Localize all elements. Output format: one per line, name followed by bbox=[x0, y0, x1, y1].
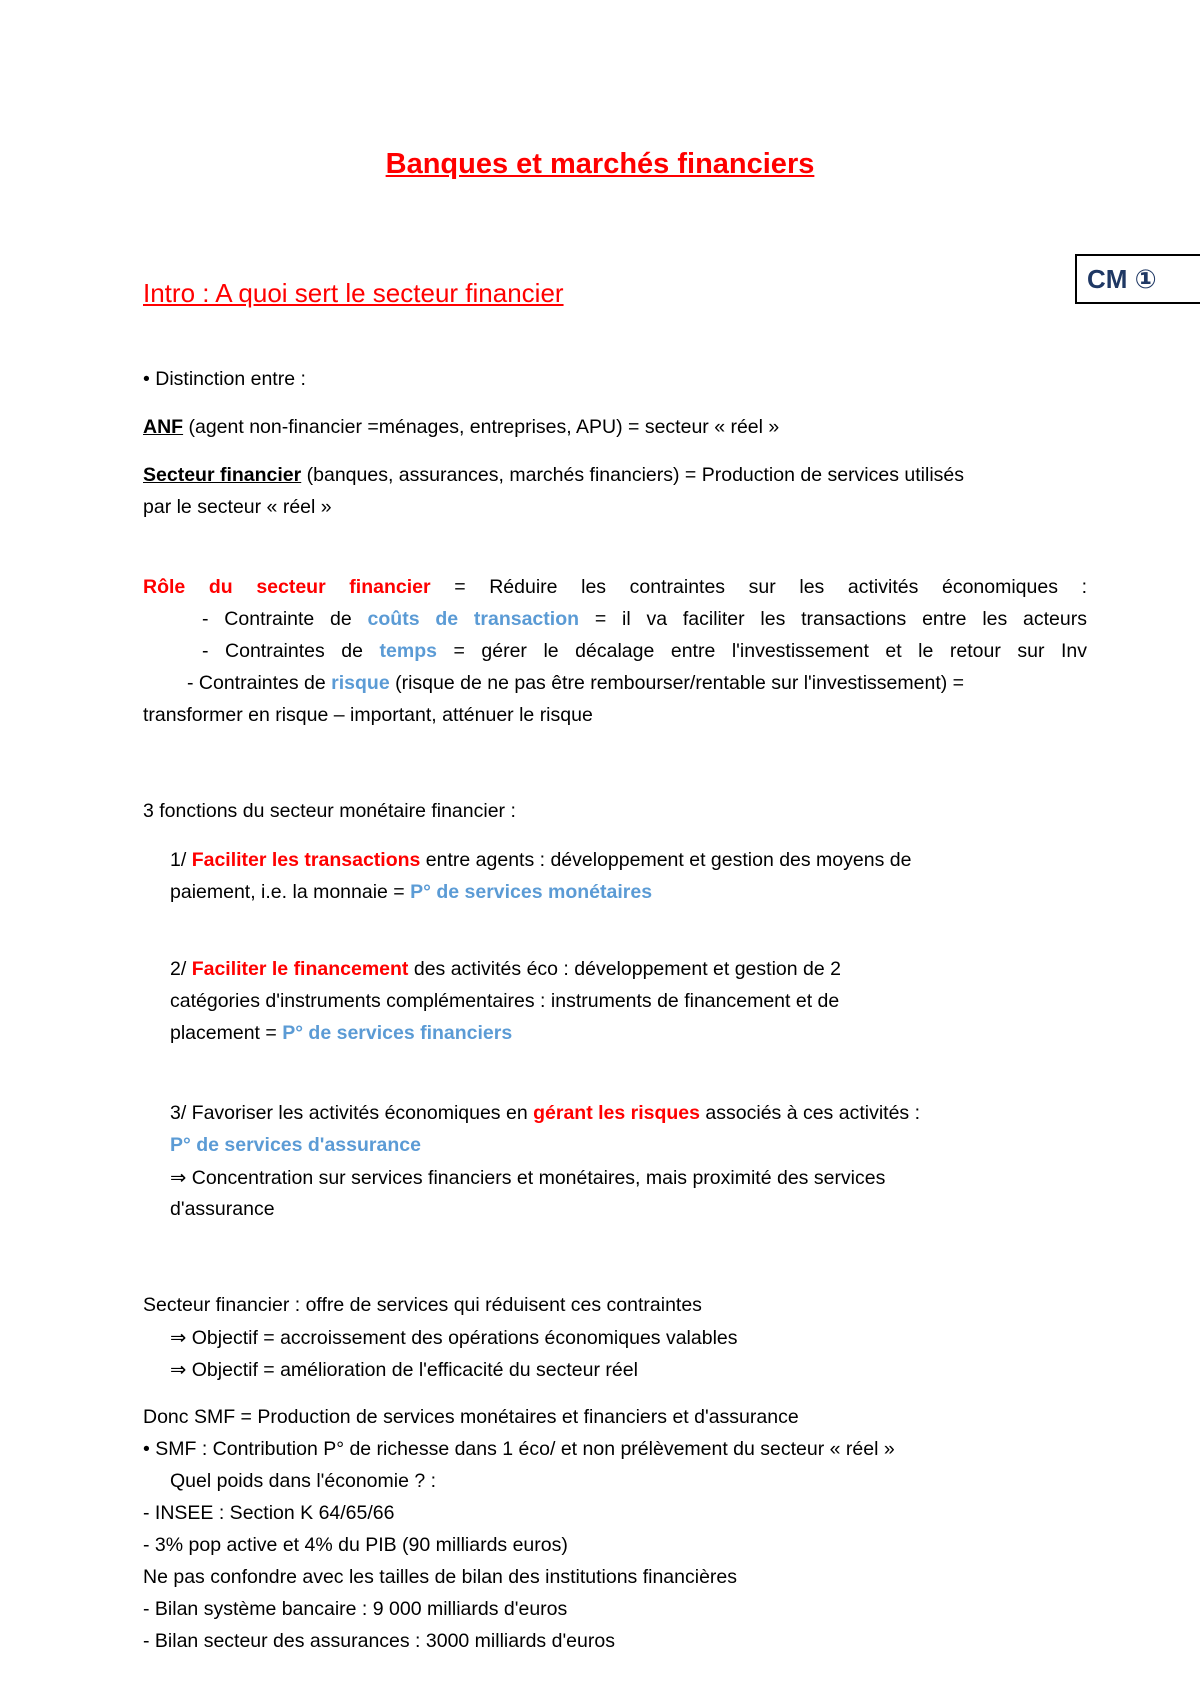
fonction-2-term: Faciliter le financement bbox=[191, 958, 409, 980]
fonction-3-term: gérant les risques bbox=[533, 1102, 700, 1124]
smf-line-7: - Bilan système bancaire : 9 000 milliards d'euros bbox=[143, 1598, 568, 1620]
document-title: Banques et marchés financiers bbox=[385, 148, 815, 180]
role-item-3-term: risque bbox=[331, 672, 390, 694]
role-item-3: - Contraintes de risque (risque de ne pas être rembourser/rentable sur l'investissement) = bbox=[187, 672, 965, 694]
fonction-3-line-1: 3/ Favoriser les activités économiques en gérant les risques associés à ces activités : bbox=[170, 1102, 921, 1124]
fonction-2-line-3: placement = P° de services financiers bbox=[170, 1022, 513, 1044]
smf-line-5: - 3% pop active et 4% du PIB (90 milliards euros) bbox=[143, 1534, 568, 1556]
smf-line-4: - INSEE : Section K 64/65/66 bbox=[143, 1502, 395, 1524]
smf-line-3: Quel poids dans l'économie ? : bbox=[170, 1470, 437, 1492]
role-item-2-term: temps bbox=[379, 640, 437, 662]
smf-line-8: - Bilan secteur des assurances : 3000 milliards d'euros bbox=[143, 1630, 615, 1652]
secteur-financier-line-2: par le secteur « réel » bbox=[143, 496, 332, 518]
secteur-term: Secteur financier bbox=[143, 464, 302, 486]
distinction-line: • Distinction entre : bbox=[143, 368, 306, 390]
secteur-offre-line: Secteur financier : offre de services qui réduisent ces contraintes bbox=[143, 1294, 702, 1316]
smf-line-2: • SMF : Contribution P° de richesse dans 1 éco/ et non prélèvement du secteur « réel » bbox=[143, 1438, 895, 1460]
fonction-2-line-1: 2/ Faciliter le financement des activités éco : développement et gestion de 2 bbox=[170, 958, 841, 980]
anf-term: ANF bbox=[143, 416, 184, 438]
role-item-2: - Contraintes de temps = gérer le décalage entre l'investissement et le retour sur Inv bbox=[202, 640, 1088, 662]
objectif-1: ⇒ Objectif = accroissement des opérations économiques valables bbox=[170, 1327, 738, 1349]
role-line bbox=[143, 576, 1087, 599]
fonction-3-arrow-line: ⇒ Concentration sur services financiers et monétaires, mais proximité des services bbox=[170, 1167, 886, 1189]
intro-heading: Intro : A quoi sert le secteur financier bbox=[143, 278, 564, 308]
fonction-1-line-1: 1/ Faciliter les transactions entre agents : développement et gestion des moyens de bbox=[170, 849, 912, 871]
anf-text: (agent non-financier =ménages, entreprises, APU) = secteur « réel » bbox=[183, 416, 780, 438]
role-item-1: - Contrainte de coûts de transaction = il va faciliter les transactions entre les acteurs bbox=[202, 608, 1087, 630]
secteur-financier-line bbox=[143, 464, 964, 487]
role-item-1-term: coûts de transaction bbox=[367, 608, 580, 630]
smf-line-1: Donc SMF = Production de services monétaires et financiers et d'assurance bbox=[143, 1406, 799, 1428]
cm-badge: CM ① bbox=[1075, 254, 1200, 304]
fonction-2-service: P° de services financiers bbox=[282, 1022, 513, 1044]
fonction-3-arrow-line-2: d'assurance bbox=[170, 1198, 275, 1220]
fonction-1-term: Faciliter les transactions bbox=[191, 849, 421, 871]
role-text: = Réduire les contraintes sur les activités économiques : bbox=[430, 576, 1087, 598]
fonction-2-line-2: catégories d'instruments complémentaires : instruments de financement et de bbox=[170, 990, 840, 1012]
anf-line bbox=[143, 416, 779, 439]
objectif-2: ⇒ Objectif = amélioration de l'efficacité du secteur réel bbox=[170, 1359, 638, 1381]
fonction-3-service: P° de services d'assurance bbox=[170, 1134, 421, 1156]
role-continuation: transformer en risque – important, atténuer le risque bbox=[143, 704, 593, 726]
fonction-1-line-2: paiement, i.e. la monnaie = P° de services monétaires bbox=[170, 881, 653, 903]
smf-line-6: Ne pas confondre avec les tailles de bilan des institutions financières bbox=[143, 1566, 738, 1588]
role-label: Rôle du secteur financier bbox=[143, 576, 431, 598]
fonction-1-service: P° de services monétaires bbox=[410, 881, 653, 903]
fonctions-heading: 3 fonctions du secteur monétaire financier : bbox=[143, 800, 516, 822]
secteur-text: (banques, assurances, marchés financiers) = Production de services utilisés bbox=[301, 464, 965, 486]
